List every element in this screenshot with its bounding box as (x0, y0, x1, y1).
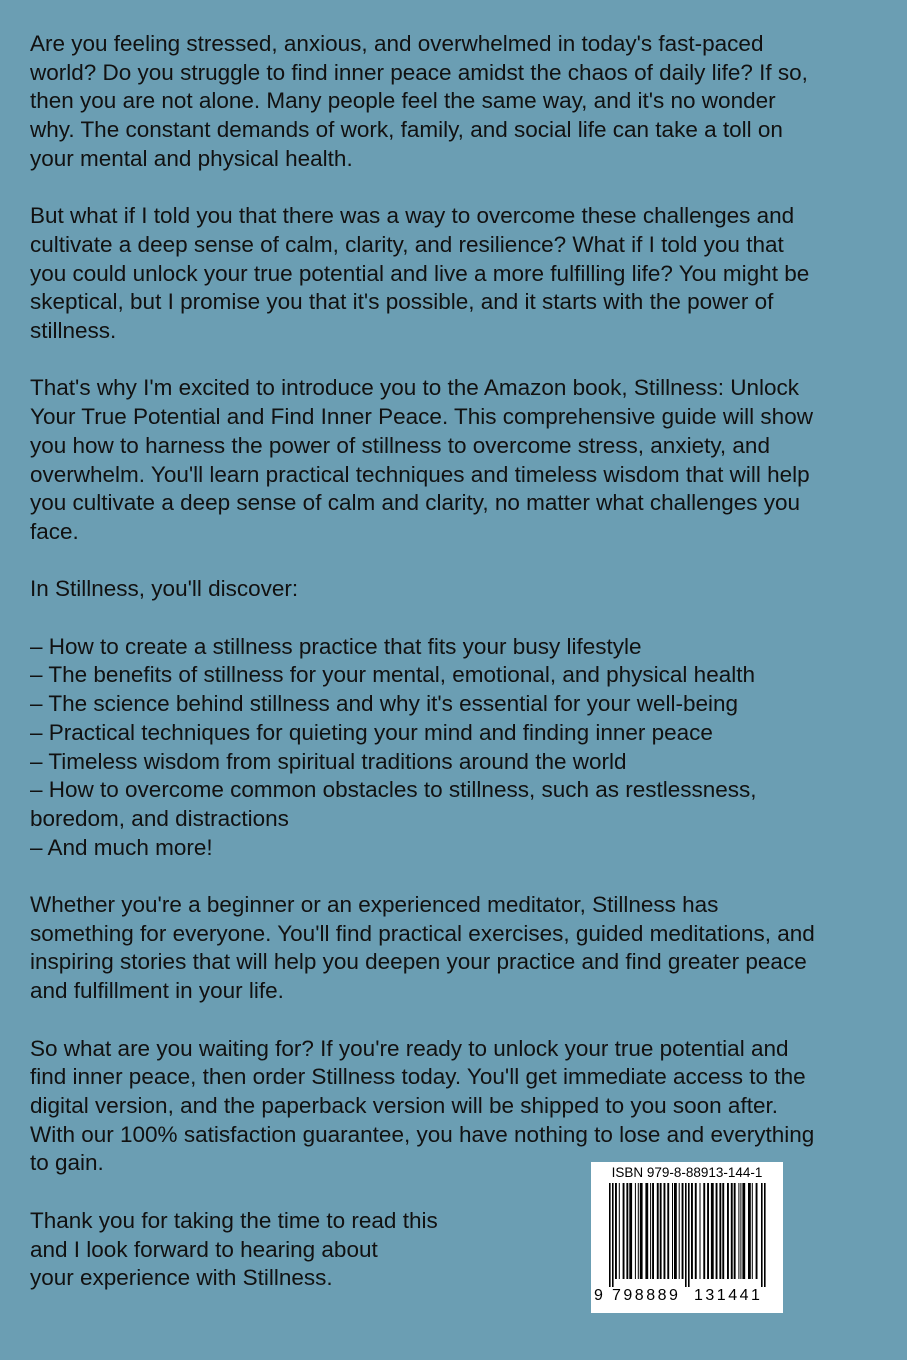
barcode-bar (674, 1183, 677, 1279)
barcode-bar (679, 1183, 680, 1279)
paragraph-challenge: But what if I told you that there was a way to overcome these challenges and cultivate a deep sense of calm, clarity, and resilience? What if I told you that you could unlock your true potential and live a more fulfilling life? You might be skeptical, but I promise you that it's possible, and it starts with the power of stillness. (30, 203, 810, 344)
barcode-bar (727, 1183, 729, 1279)
paragraph-call-to-action: So what are you waiting for? If you're ready to unlock your true potential and find inner peace, then order Stillness today. You'll get immediate access to the digital version, and the paperback version will be shipped to you soon after. With our 100% satisfaction guarantee, you have nothing to lose and everything to gain. (30, 1035, 815, 1176)
barcode-bar (719, 1183, 721, 1279)
barcode-bar (672, 1183, 673, 1279)
barcode-bar (707, 1183, 709, 1279)
barcode-bar (748, 1183, 751, 1279)
isbn-barcode (591, 1162, 783, 1313)
barcode-bar (609, 1183, 611, 1287)
list-item: – And much more! (30, 834, 213, 860)
barcode-bars (599, 1183, 775, 1287)
list-item: – Practical techniques for quieting your mind and finding inner peace (30, 719, 713, 745)
barcode-bar (752, 1183, 753, 1279)
barcode-bar (685, 1183, 687, 1287)
barcode-bar (638, 1183, 639, 1279)
barcode-bar (667, 1183, 669, 1279)
back-cover-text (30, 30, 880, 1207)
paragraph-audience: Whether you're a beginner or an experienced meditator, Stillness has something for everyone. You'll find practical exercises, guided meditations, and inspiring stories that will help you deepen your practice and find greater peace and fulfillment in your life. (30, 892, 815, 1004)
barcode-bar (615, 1183, 617, 1279)
barcode-bar (645, 1183, 648, 1279)
barcode-bar (703, 1183, 705, 1279)
barcode-bar (640, 1183, 643, 1279)
barcode-bar (734, 1183, 736, 1279)
barcode-digit-group-right: 131441 (694, 1287, 763, 1304)
barcode-bar (623, 1183, 625, 1279)
list-item: – Timeless wisdom from spiritual traditions around the world (30, 748, 627, 774)
barcode-bar (722, 1183, 724, 1279)
barcode-digit-first: 9 (594, 1287, 603, 1304)
barcode-bar (650, 1183, 651, 1279)
barcode-bar (764, 1183, 766, 1287)
isbn-label: ISBN 979-8-88913-144-1 (611, 1165, 763, 1180)
paragraph-intro: Are you feeling stressed, anxious, and overwhelmed in today's fast-paced world? Do you struggle to find inner peace amidst the chaos of daily life? If so, then you are not alone. Many people feel the same way, and it's no wonder why. The constant demands of work, family, and social life can take a toll on your mental and physical health. (30, 31, 808, 171)
barcode-bar (700, 1183, 701, 1279)
paragraph-book-intro: That's why I'm excited to introduce you to the Amazon book, Stillness: Unlock Your True Potential and Find Inner Peace. This comprehensive guide will show you how to harness the power of stillness to overcome stress, anxiety, and overwhelm. You'll learn practical techniques and timeless wisdom that will help you cultivate a deep sense of calm and clarity, no matter what challenges you face. (30, 375, 813, 544)
barcode-bar (682, 1183, 684, 1279)
list-item: – How to create a stillness practice that fits your busy lifestyle (30, 633, 642, 659)
barcode-bar (635, 1183, 636, 1279)
barcode-bar (695, 1183, 697, 1279)
list-item: – The benefits of stillness for your mental, emotional, and physical health (30, 662, 755, 688)
benefit-list (30, 633, 880, 863)
barcode-bar (742, 1183, 745, 1279)
barcode-bar (629, 1183, 632, 1279)
list-item: – The science behind stillness and why it's essential for your well-being (30, 691, 739, 717)
barcode-bar (738, 1183, 739, 1279)
barcode-bar (626, 1183, 628, 1279)
list-item: – How to overcome common obstacles to stillness, such as restlessness, boredom, and distractions (30, 777, 757, 831)
barcode-bar (731, 1183, 733, 1279)
barcode-bar (740, 1183, 741, 1279)
barcode-bar (619, 1183, 620, 1279)
barcode-bar (711, 1183, 714, 1279)
barcode-bar (688, 1183, 690, 1287)
barcode-bar (664, 1183, 666, 1279)
barcode-digit-group-left: 798889 (612, 1287, 681, 1304)
barcode-bar (612, 1183, 614, 1287)
barcode-bar (761, 1183, 763, 1287)
barcode-bar (691, 1183, 693, 1279)
barcode-bar (657, 1183, 659, 1279)
closing-note: Thank you for taking the time to read this and I look forward to hearing about your experience with Stillness. (30, 1208, 438, 1291)
barcode-bar (660, 1183, 662, 1279)
barcode-bar (756, 1183, 758, 1279)
paragraph-discover-heading: In Stillness, you'll discover: (30, 576, 299, 602)
barcode-bar (716, 1183, 718, 1279)
barcode-bar (652, 1183, 654, 1279)
